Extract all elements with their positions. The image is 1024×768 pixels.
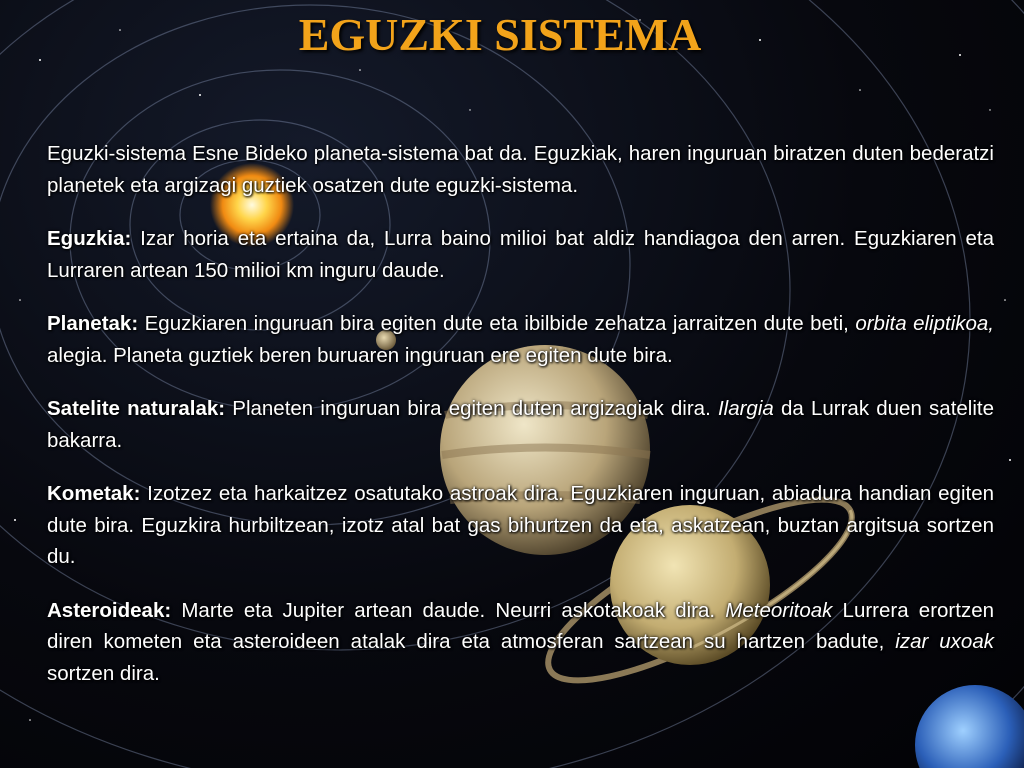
comets-term: Kometak:: [47, 482, 141, 505]
asteroids-text-b: Lurrera erortzen diren kometen eta asteroideen atalak dira eta atmosferan sartzean su hartzen badute,: [47, 598, 994, 653]
asteroids-term: Asteroideak:: [47, 598, 172, 622]
satellites-text-b: da Lurrak duen satelite bakarra.: [47, 397, 995, 452]
asteroids-text-a: Marte eta Jupiter artean daude. Neurri askotakoak dira.: [171, 598, 726, 622]
planets-italic: orbita eliptikoa,: [855, 312, 995, 335]
satellites-term: Satelite naturalak:: [47, 397, 226, 420]
comets-text: Izotzez eta harkaitzez osatutako astroak dira. Eguzkiaren inguruan, abiadura handian egiten dute bira. Eguzkira hurbiltzean, izotz atal bat gas bihurtzen da eta, askatzean, buztan argitsua sortzen du.: [47, 482, 994, 568]
slide-title: EGUZKI SISTEMA: [298, 9, 702, 60]
sun-paragraph: [47, 223, 994, 286]
satellites-paragraph: [47, 393, 994, 456]
sun-text: Izar horia eta ertaina da, Lurra baino milioi bat aldiz handiagoa den arren. Eguzkiaren eta Lurraren artean 150 milioi km inguru daude.: [47, 227, 994, 282]
planets-text-a: Eguzkiaren inguruan bira egiten dute eta ibilbide zehatza jarraitzen dute beti,: [138, 312, 856, 335]
planets-term: Planetak:: [47, 312, 139, 335]
comets-paragraph: [47, 478, 994, 573]
satellites-italic: Ilargia: [717, 397, 774, 420]
asteroids-italic-a: Meteoritoak: [725, 598, 833, 622]
asteroids-paragraph: [47, 595, 994, 690]
asteroids-text-c: sortzen dira.: [47, 661, 160, 685]
asteroids-italic-b: izar uxoak: [895, 630, 994, 653]
sun-term: Eguzkia:: [47, 227, 132, 250]
satellites-text-a: Planeten inguruan bira egiten duten argizagiak dira.: [225, 397, 718, 420]
content-text: [47, 138, 994, 711]
planets-text-b: alegia. Planeta guztiek beren buruaren inguruan ere egiten dute bira.: [47, 343, 673, 367]
intro-paragraph: Eguzki-sistema Esne Bideko planeta-sistema bat da. Eguzkiak, haren inguruan biratzen duten bederatzi planetek eta argizagi guztiek osatzen dute eguzki-sistema.: [47, 142, 994, 197]
planets-paragraph: [47, 308, 994, 371]
